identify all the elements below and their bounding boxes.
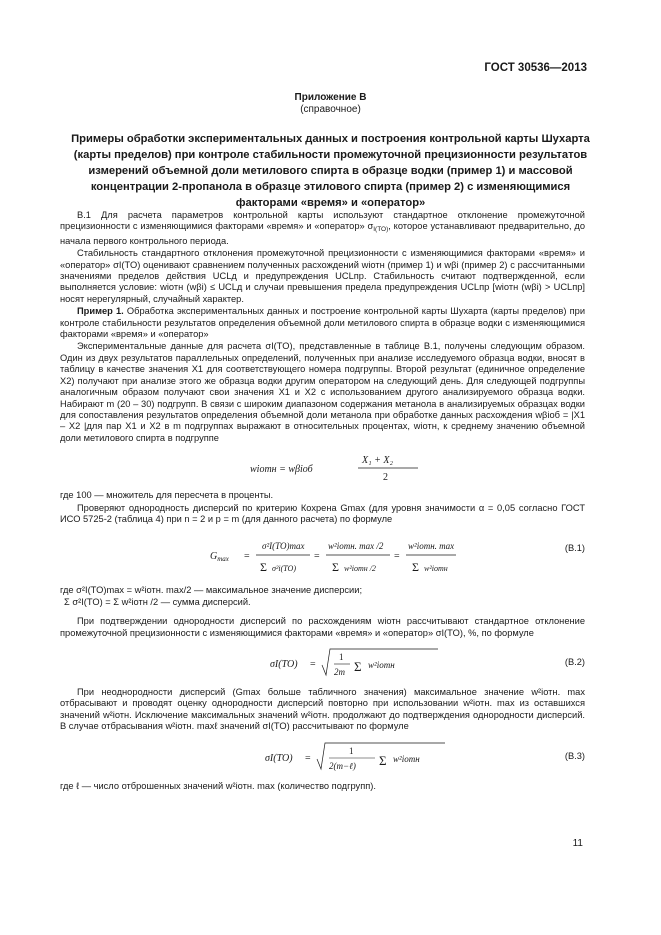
appendix-type: (справочное) <box>300 104 361 115</box>
formula-w-relative <box>60 450 585 484</box>
svg-text:Σ: Σ <box>379 752 387 768</box>
appendix-title: Примеры обработки экспериментальных данных и построения контрольной карты Шухарта (карты пределов) при контроле стабильности промежуточной прецизионности результатов измерений объемной доли метилового спирта в образце водки (пример 1) и массовой концентрации 2-пропанола в образце этилового спирта (пример 2) с изменяющимися факторами «время» и «оператор» <box>71 133 590 209</box>
svg-text:Σ: Σ <box>354 658 362 674</box>
equation-number-b2: (В.2) <box>564 656 585 667</box>
formula-b1 <box>60 531 585 579</box>
document-body <box>60 210 585 793</box>
formula-b3 <box>60 739 585 775</box>
svg-text:=: = <box>244 551 250 563</box>
svg-text:=: = <box>305 752 311 764</box>
svg-text:σ²I(TO)max: σ²I(TO)max <box>262 541 305 552</box>
paragraph-experimental-data: Экспериментальные данные для расчета σI(TO), представленные в таблице В.1, получены следующим образом. Один из двух результатов параллельных определений, полученных при анализе исследуемого образца водки, вносят в таблицу в качестве значения X1 для соответствующего номера подгруппы. Второй результат (единичное определение X2) получают при анализе этого же образца водки другим оператором на следующий день. Для следующей подгруппы аналогичным образом получают свои значения X1 и X2 с использованием другого анализируемого образца водки. Набирают m (20 – 30) подгрупп. В связи с широким диапазоном содержания метанола в анализируемых образцах водки для сопоставления результатов определения объемной доли метанола при обработке данных расхождения wβiоб = |X1 – X2 |для пар X1 и X2 в m подгруппах выражают в относительных процентах, wiотн, к среднему значению объемной доли метилового спирта в подгруппе <box>60 341 585 443</box>
paragraph-heterogeneity: При неоднородности дисперсий (Gmax больше табличного значения) максимальное значение w²iотн. max отбрасывают и проводят оценку однородности дисперсий повторно при использовании w²iотн. max из оставшихся значений w²iотн. Исключение максимальных значений w²iотн. продолжают до подтверждения однородности дисперсий. В случае отбрасывания w²iотн. maxℓ значений σI(TO) рассчитывают по формуле <box>60 686 585 732</box>
paragraph-homogeneity: При подтверждении однородности дисперсий по расхождениям wiотн рассчитывают стандартное отклонение промежуточной прецизионности с изменяющимися факторами «время» и «оператор» σI(TO), %, по формуле <box>60 616 585 638</box>
equation-number-b3: (В.3) <box>564 750 585 761</box>
svg-text:1: 1 <box>339 651 344 662</box>
svg-text:σI(TO): σI(TO) <box>265 752 293 764</box>
svg-text:2m: 2m <box>334 666 345 677</box>
definition-max: где σ²I(TO)max = w²iотн. max/2 — максимальное значение дисперсии; <box>60 585 363 596</box>
paragraph-b1: В.1 Для расчета параметров контрольной карты используют стандартное отклонение промежуточной прецизионности с изменяющимися факторами «время» и «оператор» $\sigma_{I(TO)}$, которое устанавливают предварительно, до начала первого контрольного периода. <box>60 210 585 246</box>
appendix-heading <box>0 92 661 116</box>
svg-text:w²iотн: w²iотн <box>424 564 448 574</box>
svg-text:Gmax: $G_{max}$ <box>210 551 229 564</box>
appendix-label: Приложение В <box>294 92 367 103</box>
paragraph-example1: Пример 1. Обработка экспериментальных данных и построение контрольной карты Шухарта (карты пределов) при контроле стабильности результатов определения объемной доли метилового спирта в образце водки с изменяющимися факторами «время» и «оператор» <box>60 306 586 340</box>
svg-text:=: = <box>314 551 320 563</box>
svg-text:1: 1 <box>349 745 354 756</box>
svg-text:Σ: Σ <box>332 560 339 575</box>
equation-number-b1: (В.1) <box>564 543 585 554</box>
svg-text:w²iотн. max /2: w²iотн. max /2 <box>328 541 384 552</box>
paragraph-discarded: где ℓ — число отброшенных значений w²iотн. max (количество подгрупп). <box>60 780 376 791</box>
standard-number: ГОСТ 30536—2013 <box>484 62 587 74</box>
svg-text:2(m−ℓ): 2(m−ℓ) <box>329 760 356 771</box>
formula-definitions <box>60 585 585 608</box>
svg-text:σI(TO): σI(TO) <box>270 658 298 670</box>
page-number: 11 <box>572 838 583 849</box>
svg-text:=: = <box>394 551 400 563</box>
paragraph-stability: Стабильность стандартного отклонения промежуточной прецизионности с изменяющимися факторами «время» и «оператор» σI(TO) оценивают сравнением полученных расхождений wiотн (пример 1) и wβi (пример 2) с рассчитанными значениями пределов действия UCLд и предупреждения UCLпр. Стабильность считают подтвержденной, если выполняется условие: wiотн (wβi) ≤ UCLд и случаи превышения предела предупреждения UCLпр [wiотн (wβi) > UCLпр] носят нерегулярный, случайный характер. <box>60 248 585 304</box>
svg-text:w²iотн. max: w²iотн. max <box>408 541 455 552</box>
svg-text:w²iотн: w²iотн <box>368 659 395 670</box>
formula-b2 <box>60 645 585 681</box>
svg-text:X₁ + X₂: X₁ + X₂ <box>362 455 393 467</box>
paragraph-cochran: Проверяют однородность дисперсий по критерию Кохрена Gmax (для уровня значимости α = 0,05 согласно ГОСТ ИСО 5725-2 (таблица 4) при n = 2 и p = m (для данного расчета) по формуле <box>60 502 585 524</box>
formula-w-lhs: wiотн = wβiоб <box>250 464 313 476</box>
svg-text:=: = <box>310 658 316 670</box>
svg-text:w²iотн: w²iотн <box>393 753 420 764</box>
definition-sum: Σ σ²I(TO) = Σ w²iотн /2 — сумма дисперсий. <box>64 596 251 607</box>
paragraph-multiplier: где 100 — множитель для пересчета в проценты. <box>60 490 274 501</box>
svg-text:w²iотн /2: w²iотн /2 <box>344 564 376 574</box>
svg-text:2: 2 <box>383 472 388 484</box>
svg-text:Σ: Σ <box>260 560 267 575</box>
svg-text:Σ: Σ <box>412 560 419 575</box>
svg-text:σ²i(TO): σ²i(TO) <box>272 564 296 574</box>
